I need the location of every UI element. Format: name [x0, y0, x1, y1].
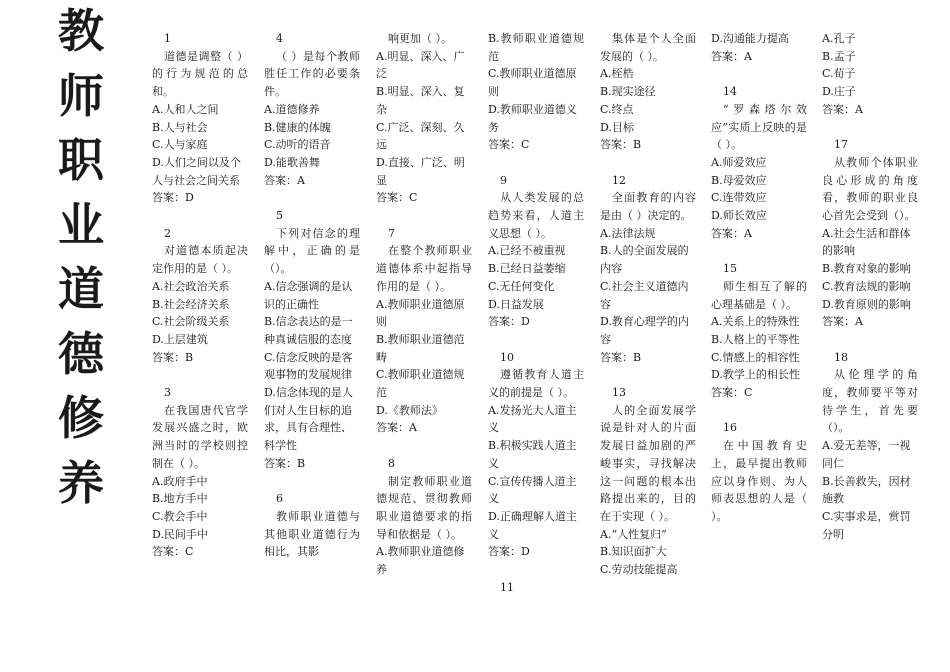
- document-title: [58, 4, 118, 524]
- answer-key: 答案：A: [822, 102, 863, 116]
- spacer: [264, 473, 360, 491]
- answer-option: C.终点: [600, 102, 634, 116]
- question-number: 17: [834, 138, 848, 152]
- answer-option: D.民间手中: [152, 527, 208, 541]
- answer-option: C.教会手中: [152, 509, 208, 523]
- answer-option: C.信念反映的是客观事物的发展规律: [264, 350, 353, 382]
- title-char: 职: [58, 133, 104, 187]
- answer-option: D.师长效应: [711, 209, 767, 223]
- question-block: [152, 366, 248, 561]
- answer-key: 答案：A: [822, 315, 863, 329]
- question-number: 7: [388, 226, 395, 240]
- answer-option: A.发扬光大人道主义: [488, 403, 577, 435]
- answer-option: B.教师职业道德范畴: [376, 332, 465, 364]
- question-column: [822, 30, 918, 543]
- question-column: [376, 30, 472, 579]
- answer-option: A.明显、深入、广泛: [376, 49, 465, 81]
- answer-key: 答案：A: [711, 226, 752, 240]
- answer-key: 答案：A: [711, 49, 752, 63]
- question-block: [600, 30, 696, 154]
- answer-option: B.信念表达的是一种真诚信服的态度: [264, 315, 353, 346]
- answer-option: B.人的全面发展的内容: [600, 244, 689, 276]
- answer-option: C.荀子: [822, 67, 856, 81]
- spacer: [376, 207, 472, 225]
- answer-option: C.连带效应: [711, 191, 767, 205]
- answer-option: B.已经日益萎缩: [488, 262, 566, 276]
- spacer: [822, 119, 918, 137]
- question-text: 师生相互了解的心理基础是（ ）。: [711, 279, 807, 311]
- answer-option: A.人和人之间: [152, 102, 219, 116]
- answer-key: 答案：B: [264, 456, 306, 470]
- answer-key: 答案：B: [152, 350, 194, 364]
- question-text: D.沟通能力提高: [711, 32, 789, 45]
- answer-option: B.明显、深入、复杂: [376, 85, 465, 116]
- answer-option: B.现实途径: [600, 85, 656, 99]
- spacer: [376, 437, 472, 455]
- answer-option: B.社会经济关系: [152, 297, 230, 311]
- answer-option: C.教师职业道德原则: [488, 67, 577, 99]
- answer-key: 答案：D: [488, 315, 530, 329]
- title-char: 业: [58, 197, 104, 252]
- answer-option: B.人与社会: [152, 120, 208, 134]
- question-number: 4: [276, 32, 283, 45]
- answer-option: C.情感上的相容性: [711, 350, 800, 364]
- answer-option: A.政府手中: [152, 474, 208, 488]
- question-text: “罗森塔尔效应”实质上反映的是（ ）。: [711, 102, 807, 152]
- answer-option: D.人们之间以及个人与社会之间关系: [152, 155, 241, 187]
- answer-key: 答案：A: [376, 421, 417, 435]
- question-text: 道德是调整（ ）的行为规范的总和。: [152, 49, 248, 99]
- spacer: [600, 154, 696, 172]
- spacer: [711, 242, 807, 260]
- question-block: [264, 473, 360, 562]
- question-block: [711, 402, 807, 526]
- answer-key: 答案：C: [152, 545, 194, 559]
- title-char: 教: [58, 4, 104, 58]
- title-char: 养: [58, 455, 104, 510]
- answer-key: 答案：B: [600, 138, 642, 152]
- answer-key: 答案：C: [376, 191, 418, 205]
- question-column: [711, 30, 807, 526]
- question-text: 制定教师职业道德规范、贯彻教师职业道德要求的指导和依据是（ ）。: [376, 474, 472, 541]
- question-number: 1: [164, 32, 171, 45]
- answer-option: C.教育法规的影响: [822, 279, 911, 293]
- answer-option: C.广泛、深刻、久远: [376, 120, 465, 152]
- spacer: [488, 561, 584, 579]
- question-text: 人的全面发展学说是针对人的片面发展日益加剧的严峻事实，寻找解决这一问题的根本出路提出来的，目的在于实现（ ）。: [600, 403, 696, 523]
- question-number: 16: [723, 421, 737, 435]
- question-number: 6: [276, 492, 283, 506]
- answer-option: D.教育原则的影响: [822, 297, 911, 311]
- spacer: [488, 154, 584, 172]
- answer-option: D.直接、广泛、明显: [376, 155, 465, 187]
- title-char: 修: [58, 391, 104, 445]
- answer-option: D.日益发展: [488, 297, 544, 311]
- answer-option: C.劳动技能提高: [600, 563, 678, 577]
- answer-option: D.教师职业道德义务: [488, 102, 577, 134]
- question-number: 3: [164, 386, 171, 400]
- answer-option: B.积极实践人道主义: [488, 439, 577, 470]
- question-block: [152, 30, 248, 207]
- question-column: [488, 30, 584, 596]
- answer-option: A.信念强调的是认识的正确性: [264, 279, 353, 311]
- answer-option: A.教师职业道德原则: [376, 297, 465, 329]
- question-column: [264, 30, 360, 561]
- answer-option: D.教学上的相长性: [711, 368, 800, 382]
- question-block: [488, 331, 584, 561]
- question-block: [600, 154, 696, 366]
- answer-option: A.桎梏: [600, 67, 634, 81]
- answer-key: 答案：C: [488, 138, 530, 152]
- title-char: 师: [58, 68, 104, 123]
- answer-option: B.孟子: [822, 49, 856, 63]
- answer-option: A.教师职业道德修养: [376, 545, 465, 577]
- question-number: 18: [834, 350, 848, 364]
- spacer: [488, 331, 584, 349]
- question-block: [376, 30, 472, 207]
- question-number: 9: [500, 173, 507, 187]
- answer-option: B.教育对象的影响: [822, 262, 911, 276]
- question-block: [488, 154, 584, 331]
- question-text: 从教师个体职业良心形成的角度看，教师的职业良心首先会受到（）。: [822, 155, 918, 223]
- question-text: B.教师职业道德规范: [488, 32, 584, 63]
- answer-option: B.母爱效应: [711, 173, 767, 187]
- question-block: [822, 331, 918, 543]
- question-number: 13: [612, 386, 626, 400]
- answer-option: A.社会生活和群体的影响: [822, 226, 911, 258]
- answer-option: D.《教师法》: [376, 403, 443, 417]
- answer-option: D.上层建筑: [152, 332, 208, 346]
- answer-option: D.信念体现的是人们对人生目标的追求，具有合理性、科学性: [264, 386, 353, 453]
- answer-option: C.社会阶级关系: [152, 315, 230, 329]
- spacer: [711, 402, 807, 420]
- question-block: [376, 207, 472, 437]
- question-block: [488, 561, 584, 596]
- question-block: [711, 30, 807, 65]
- spacer: [711, 65, 807, 83]
- question-block: [711, 65, 807, 242]
- question-text: 从伦理学的角度，教师要平等对待学生，首先要（）。: [822, 368, 918, 435]
- question-text: 全面教育的内容是由（ ）决定的。: [600, 191, 696, 223]
- answer-option: D.教育心理学的内容: [600, 315, 689, 346]
- question-text: 在整个教师职业道德体系中起指导作用的是（ ）。: [376, 244, 472, 293]
- question-number: 12: [612, 173, 626, 187]
- answer-option: C.实事求是，赏罚分明: [822, 509, 911, 541]
- answer-key: 答案：D: [152, 191, 194, 205]
- answer-option: A.法律法规: [600, 226, 656, 240]
- answer-option: D.能歌善舞: [264, 155, 320, 169]
- answer-option: B.长善救失，因材施教: [822, 474, 911, 506]
- answer-option: D.正确理解人道主义: [488, 509, 577, 541]
- question-block: [711, 242, 807, 401]
- answer-option: D.目标: [600, 120, 634, 134]
- question-text: （ ）是每个教师胜任工作的必要条件。: [264, 49, 360, 99]
- answer-option: B.人格上的平等性: [711, 332, 800, 346]
- answer-key: 答案：B: [600, 350, 642, 364]
- answer-option: D.庄子: [822, 85, 856, 99]
- question-block: [152, 207, 248, 366]
- title-char: 道: [58, 262, 104, 316]
- question-number: 11: [500, 580, 514, 594]
- answer-option: C.动听的语音: [264, 138, 331, 152]
- answer-option: C.宣传传播人道主义: [488, 474, 577, 506]
- answer-option: C.无任何变化: [488, 279, 555, 293]
- answer-option: A.道德修养: [264, 102, 320, 116]
- answer-option: A.关系上的特殊性: [711, 315, 800, 329]
- question-number: 2: [164, 226, 171, 240]
- question-block: [488, 30, 584, 154]
- answer-option: C.人与家庭: [152, 138, 208, 152]
- answer-option: C.教师职业道德规范: [376, 368, 465, 400]
- answer-key: 答案：A: [264, 173, 305, 187]
- question-text: 在我国唐代官学发展兴盛之时，欧洲当时的学校则控制在（ ）。: [152, 403, 248, 470]
- question-text: 对道德本质起决定作用的是（ ）。: [152, 244, 248, 276]
- question-text: 集体是个人全面发展的（ ）。: [600, 32, 696, 63]
- question-number: 14: [723, 85, 737, 99]
- answer-option: A.已经不被重视: [488, 244, 566, 258]
- spacer: [152, 366, 248, 384]
- spacer: [152, 207, 248, 225]
- question-column: [152, 30, 248, 561]
- question-column: [600, 30, 696, 579]
- answer-option: B.地方手中: [152, 492, 208, 506]
- answer-option: C.社会主义道德内容: [600, 279, 689, 311]
- question-block: [600, 366, 696, 578]
- answer-key: 答案：D: [488, 545, 530, 559]
- question-text: 下列对信念的理解中，正确的是（）。: [264, 226, 360, 276]
- answer-option: B.健康的体魄: [264, 120, 331, 134]
- question-block: [376, 437, 472, 579]
- question-text: A.孔子: [822, 32, 856, 45]
- question-block: [264, 189, 360, 472]
- answer-option: A.“人性复归”: [600, 527, 667, 541]
- answer-option: A.社会政治关系: [152, 279, 230, 293]
- question-number: 15: [723, 262, 737, 276]
- question-number: 8: [388, 456, 395, 470]
- answer-option: A.爱无差等，一视同仁: [822, 439, 911, 470]
- question-number: 10: [500, 350, 514, 364]
- question-text: 教师职业道德与其他职业道德行为相比，其影: [264, 509, 360, 559]
- title-char: 德: [58, 326, 104, 381]
- spacer: [822, 331, 918, 349]
- spacer: [264, 189, 360, 207]
- answer-key: 答案：C: [711, 386, 753, 400]
- question-block: [264, 30, 360, 189]
- question-block: [822, 119, 918, 331]
- spacer: [600, 366, 696, 384]
- question-text: 响更加（ ）。: [388, 32, 452, 45]
- question-number: 5: [276, 209, 283, 223]
- question-text: 从人类发展的总趋势来看，人道主义思想（ ）。: [488, 191, 584, 240]
- question-block: [822, 30, 918, 119]
- question-text: 遵循教育人道主义的前提是（ ）。: [488, 368, 584, 400]
- answer-option: B.知识面扩大: [600, 545, 667, 559]
- answer-option: A.师爱效应: [711, 155, 767, 169]
- question-text: 在中国教育史上，最早提出教师应以身作则、为人师表思想的人是（ ）。: [711, 439, 807, 523]
